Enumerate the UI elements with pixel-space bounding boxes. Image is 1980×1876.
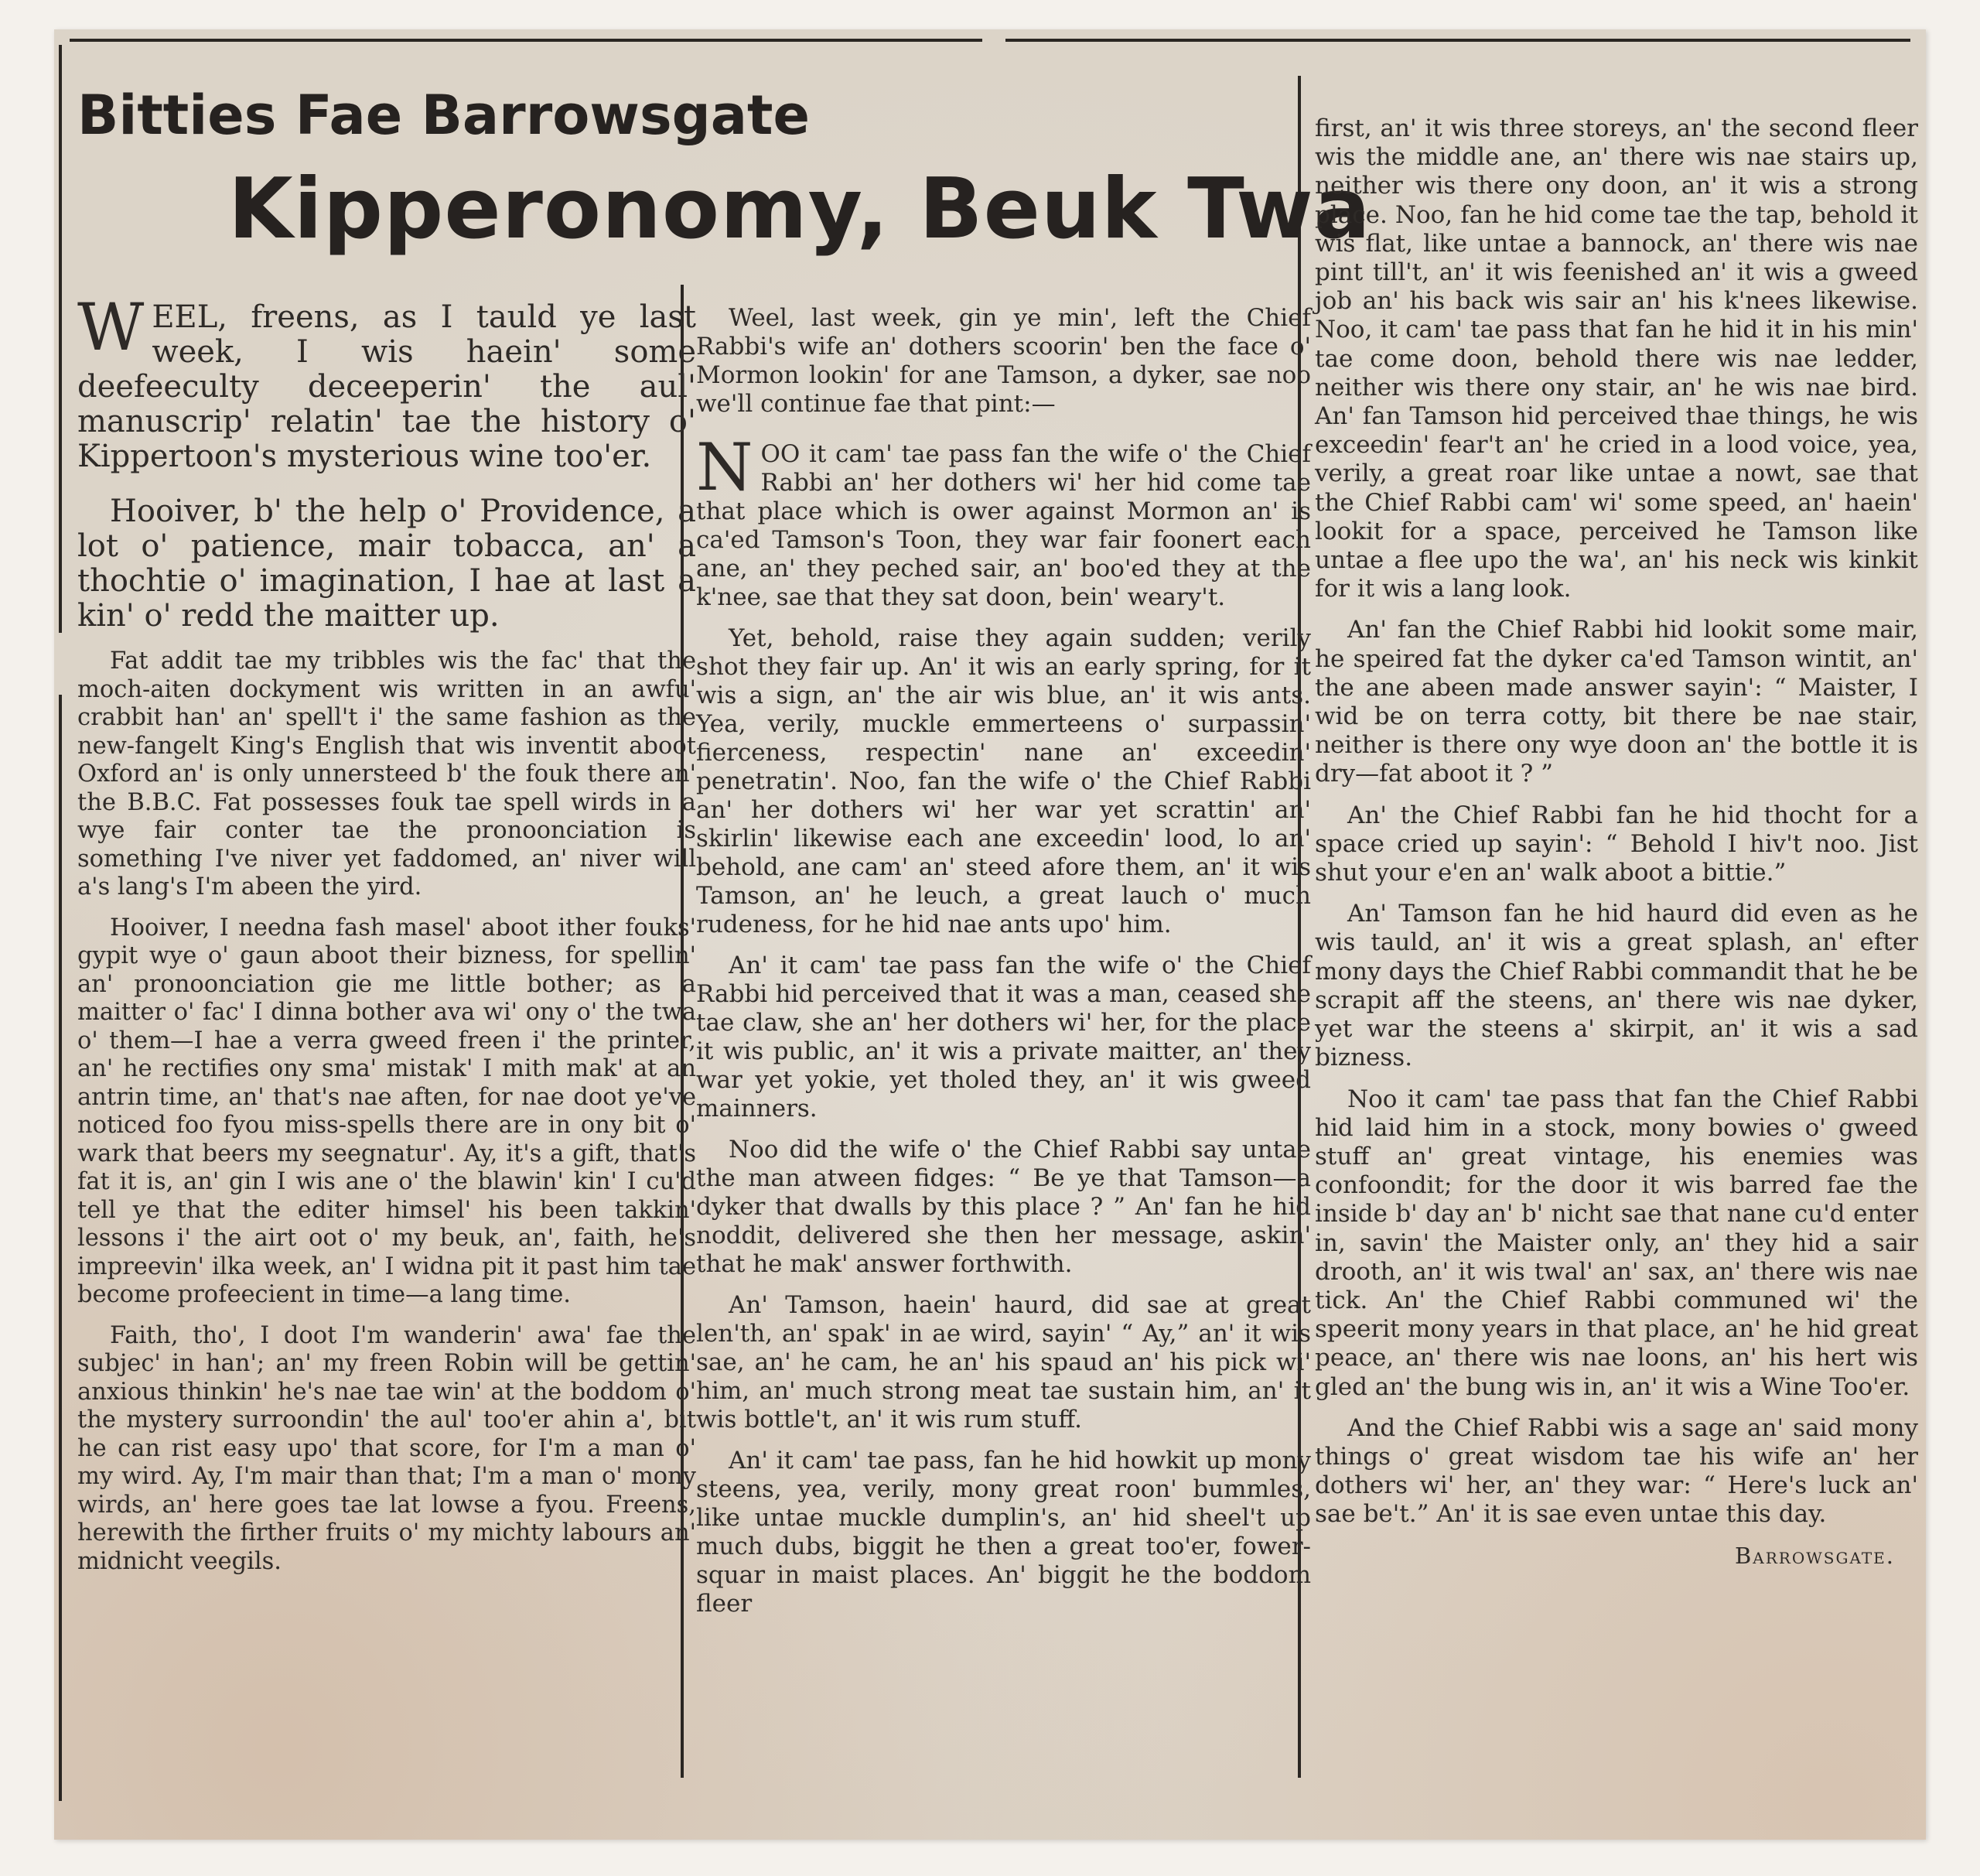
paragraph: Noo did the wife o' the Chief Rabbi say untae the man atween fidges: “ Be ye that Tamson—a dyker that dwalls by this place ? ” An' fan he hid noddit, delivered she then her message, askin' that he mak' answer forthwith. <box>696 1136 1311 1278</box>
paragraph <box>696 429 1311 612</box>
top-rule <box>70 39 982 42</box>
paragraph: Hooiver, I needna fash masel' aboot ither fouks' gypit wye o' gaun aboot their bizness, for spellin' an' pronoonciation gie me little bother; as a maitter o' fac' I dinna bother ava wi' ony o' the twa o' them—I hae a verra gweed freen i' the printer, an' he rectifies ony sma' mistak' I mith mak' at an antrin time, an' that's nae aften, for nae doot ye've noticed foo fyou miss-spells there are in ony bit o' wark that beers my seegnatur'. Ay, it's a gift, that's fat it is, an' gin I wis ane o' the blawin' kin' I cu'd tell ye that the editer himsel' his been takkin' lessons i' the airt oot o' my beuk, an', faith, he's impreevin' ilka week, an' I widna pit it past him tae become profeecient in time—a lang time. <box>77 914 696 1308</box>
column-1 <box>77 289 696 1588</box>
headline: Kipperonomy, Beuk Twa <box>228 161 1371 258</box>
signature: Barrowsgate. <box>1734 1542 1895 1569</box>
drop-cap: N <box>696 429 753 505</box>
paragraph: Noo it cam' tae pass that fan the Chief Rabbi hid laid him in a stock, mony bowies o' gweed stuff an' great vintage, his enemies was confoondit; for the door it wis barred fae the inside b' day an' b' nicht sae that nane cu'd enter in, savin' the Maister only, an' they hid a sair drooth, an' it wis twal' an' sax, an' there wis nae tick. An' the Chief Rabbi communed wi' the speerit mony years in that place, an' he hid great peace, an' there wis nae loons, an' his hert wis gled an' the bung wis in, an' it wis a Wine Too'er. <box>1315 1085 1918 1401</box>
paragraph: Yet, behold, raise they again sudden; verily shot they fair up. An' it wis an early spring, for it wis a sign, an' the air wis blue, an' it wis ants. Yea, verily, muckle emmerteens o' surpassin' fierceness, respectin' nane an' exceedin' penetratin'. Noo, fan the wife o' the Chief Rabbi an' her dothers wi' her war yet scrattin' an' skirlin' likewise each ane exceedin' lood, lo an' behold, ane cam' an' steed afore them, an' it wis Tamson, an' he leuch, a great lauch o' much rudeness, for he hid nae ants upo' him. <box>696 624 1311 938</box>
paragraph: Hooiver, b' the help o' Providence, a lot o' patience, mair tobacca, an' a thochtie o' imagination, I hae at last a kin' o' redd the maitter up. <box>77 494 696 634</box>
drop-cap: W <box>77 289 145 365</box>
column-2 <box>696 304 1311 1631</box>
paragraph: An' the Chief Rabbi fan he hid thocht for a space cried up sayin': “ Behold I hiv't noo. Jist shut your e'en an' walk aboot a bittie.” <box>1315 801 1918 887</box>
paragraph: An' Tamson fan he hid haurd did even as he wis tauld, an' it wis a great splash, an' efter mony days the Chief Rabbi commandit that he be scrapit aff the steens, an' there wis nae dyker, yet war the steens a' skirpit, an' it wis a sad bizness. <box>1315 900 1918 1072</box>
paragraph-text: OO it cam' tae pass fan the wife o' the Chief Rabbi an' her dothers wi' her hid come tae that place which is ower against Mormon an' is ca'ed Tamson's Toon, they war fair foonert each ane, an' they peched sair, an' boo'ed they at the k'nee, sae that they sat doon, bein' weary't. <box>696 440 1311 611</box>
paragraph: Weel, last week, gin ye min', left the Chief Rabbi's wife an' dothers scoorin' ben the face o' Mormon lookin' for ane Tamson, a dyker, sae noo we'll continue fae that pint:— <box>696 304 1311 418</box>
paragraph: Faith, tho', I doot I'm wanderin' awa' fae the subjec' in han'; an' my freen Robin will be gettin' anxious thinkin' he's nae tae win' at the boddom o' the mystery surroondin' the aul' too'er ahin a', bit he can rist easy upo' that score, for I'm a man o' my wird. Ay, I'm mair than that; I'm a man o' mony wirds, an' here goes tae lat lowse a fyou. Freens, herewith the firther fruits o' my michty labours an' midnicht veegils. <box>77 1321 696 1575</box>
lead-text: EEL, freens, as I tauld ye last week, I wis haein' some deefeeculty deceeperin' the aul' manuscrip' relatin' tae the history o' Kippertoon's mysterious wine too'er. <box>77 299 696 474</box>
paragraph: An' Tamson, haein' haurd, did sae at great len'th, an' spak' in ae wird, sayin' “ Ay,” an' it wis sae, an' he cam, he an' his spaud an' his pick wi' him, an' much strong meat tae sustain him, an' it wis bottle't, an' it wis rum stuff. <box>696 1291 1311 1433</box>
paragraph: first, an' it wis three storeys, an' the second fleer wis the middle ane, an' there wis nae stairs up, neither wis there ony doon, an' it wis a strong place. Noo, fan he hid come tae the tap, behold it wis flat, like untae a bannock, an' there wis nae pint till't, an' it wis feenished an' it wis a gweed job an' his back wis sair an' his k'nees likewise. Noo, it cam' tae pass that fan he hid it in his min' tae come doon, behold there wis nae ledder, neither wis there ony stair, an' he wis nae bird. An' fan Tamson hid perceived thae things, he wis exceedin' fear't an' he cried in a lood voice, yea, verily, a great roar like untae a nowt, sae that the Chief Rabbi cam' wi' some speed, an' haein' lookit for a space, perceived he Tamson like untae a flee upo the wa', an' his neck wis kinkit for it wis a lang look. <box>1315 114 1918 603</box>
paragraph: An' it cam' tae pass fan the wife o' the Chief Rabbi hid perceived that it was a man, ceased she tae claw, she an' her dothers wi' her, for the place it wis public, an' it wis a private maitter, an' they war yet yokie, yet tholed they, an' it wis gweed mainners. <box>696 952 1311 1123</box>
top-rule-right <box>1005 39 1910 42</box>
left-rule <box>59 45 62 633</box>
kicker-title: Bitties Fae Barrowsgate <box>77 84 810 147</box>
left-rule-lower <box>59 695 62 1801</box>
paragraph: Fat addit tae my tribbles wis the fac' that the moch-aiten dockyment wis written in an awfu' crabbit han' an' spell't i' the same fashion as the new-fangelt King's English that wis inventit aboot Oxford an' is only unnersteed b' the fouk there an' the B.B.C. Fat possesses fouk tae spell wirds in a wye fair conter tae the pronoonciation is something I've niver yet faddomed, an' niver will a's lang's I'm abeen the yird. <box>77 648 696 900</box>
column-3 <box>1315 114 1918 1570</box>
paragraph: An' fan the Chief Rabbi hid lookit some mair, he speired fat the dyker ca'ed Tamson wintit, an' the ane abeen made answer sayin': “ Maister, I wid be on terra cotty, bit there be nae stair, neither is there ony wye doon an' the bottle it is dry—fat aboot it ? ” <box>1315 616 1918 788</box>
newspaper-clipping <box>54 29 1926 1840</box>
paragraph: And the Chief Rabbi wis a sage an' said mony things o' great wisdom tae his wife an' her dothers wi' her, an' they war: “ Here's luck an' sae be't.” An' it is sae even untae this day. <box>1315 1413 1918 1529</box>
paragraph: An' it cam' tae pass, fan he hid howkit up mony steens, yea, verily, mony great roon' bummles, like untae muckle dumplin's, an' hid sheel't up much dubs, biggit he then a great too'er, fower-squar in maist places. An' biggit he the boddom fleer <box>696 1447 1311 1618</box>
lead-paragraph <box>77 289 696 474</box>
